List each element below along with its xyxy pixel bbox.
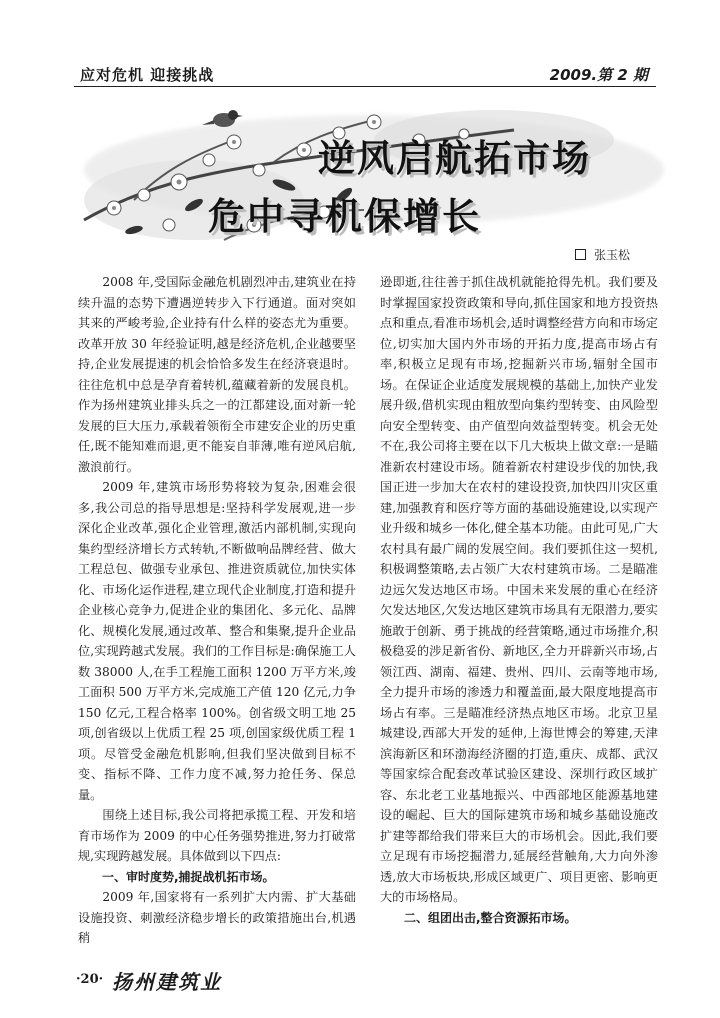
paragraph: 2008 年,受国际金融危机剧烈冲击,建筑业在持续升温的态势下遭遇逆转步入下行通道。面对突如其来的严峻考验,企业持有什么样的姿态尤为重要。改革开放 30 年经验证明,越是经济危机,企业越要坚持,企业发展提速的机会恰恰多发生在经济衰退时。往往危机中总是孕育着转机,蕴藏着新的发展良机。作为扬州建筑业排头兵之一的江都建设,面对新一轮发展的巨大压力,承载着领衔全市建安企业的历史重任,既不能知难而退,更不能妄自菲薄,唯有逆风启航,激浪前行。 [78,275,356,474]
paragraph: 2009 年,建筑市场形势将较为复杂,困难会很多,我公司总的指导思想是:坚持科学发展观,进一步深化企业改革,强化企业管理,激活内部机制,实现向集约型经济增长方式转轨,不断做响品牌经营、做大工程总包、做强专业承包、推进资质就位,加快实体化、市场化运作进程,建立现代企业制度,打造和提升企业核心竞争力,促进企业的集团化、多元化、品牌化、规模化发展,通过改革、整合和集聚,提升企业品位,实现跨越式发展。我们的工作目标是:确保施工人数 38000 人,在手工程施工面积 1200 万平方米,竣工面积 500 万平方米,完成施工产值 120 亿元,力争 150 亿元,工程合格率 100%。创省级文明工地 25 项,创省级以上优质工程 25 项,创国家级优质工程 1 项。尽管受金融危机影响,但我们坚决做到目标不变、指标不降、工作力度不减,努力抢任务、保总量。 [78,480,356,802]
header-divider [74,86,656,87]
header-issue: 2009.第 2 期 [549,66,648,84]
magazine-logo: 扬州建筑业 [112,970,222,994]
paragraph: 逊即逝,往往善于抓住战机就能抢得先机。我们要及时掌握国家投资政策和导向,抓住国家和地方投资热点和重点,看准市场机会,适时调整经营方向和市场定位,切实加大国内外市场的开拓力度,提高市场占有率,积极立足现有市场,挖掘新兴市场,辐射全国市场。在保证企业适度发展规模的基础上,加快产业发展升级,借机实现由粗放型向集约型转变、由风险型向安全型转变、由产值型向效益型转变。机会无处不在,我公司将主要在以下几大板块上做文章:一是瞄准新农村建设市场。随着新农村建设步伐的加快,我国正进一步加大在农村的建设投资,加快四川灾区重建,加强教育和医疗等方面的基础设施建设,以实现产业升级和城乡一体化,健全基本功能。由此可见,广大农村具有最广阔的发展空间。我们要抓住这一契机,积极调整策略,去占领广大农村建筑市场。二是瞄准边远欠发达地区市场。中国未来发展的重心在经济欠发达地区,欠发达地区建筑市场具有无限潜力,要实施敢于创新、勇于挑战的经营策略,通过市场推介,积极稳妥的涉足新省份、新地区,全力开辟新兴市场,占领江西、湖南、福建、贵州、四川、云南等地市场,全力提升市场的渗透力和覆盖面,最大限度地提高市场占有率。三是瞄准经济热点地区市场。北京卫星城建设,西部大开发的延伸,上海世博会的筹建,天津滨海新区和环渤海经济圈的打造,重庆、成都、武汉等国家综合配套改革试验区建设、深圳行政区域扩容、东北老工业基地振兴、中西部地区能源基地建设的崛起、巨大的国际建筑市场和城乡基础设施改扩建等都给我们带来巨大的市场机会。因此,我们要立足现有市场挖掘潜力,延展经营触角,大力向外渗透,放大市场板块,形成区域更广、项目更密、影响更大的市场格局。 [380,275,658,904]
paragraph: 2009 年,国家将有一系列扩大内需、扩大基础设施投资、刺激经济稳步增长的政策措施出台,机遇稍 [78,890,356,945]
author-name: 张玉松 [594,248,631,262]
subheading: 一、审时度势,捕捉战机拓市场。 [102,869,275,884]
page-number: ·20· [76,972,104,987]
header-section-title: 应对危机 迎接挑战 [80,66,215,84]
author-box-icon [575,249,586,260]
subheading: 二、组团出击,整合资源拓市场。 [404,910,577,925]
paragraph: 围绕上述目标,我公司将把承揽工程、开发和培育市场作为 2009 的中心任务强势推进,努力打破常规,实现跨越发展。具体做到以下四点: [78,808,356,863]
author-line [575,246,630,263]
article-title-line2: 危中寻机保增长 [208,195,481,238]
right-column [380,272,658,928]
article-title-line1: 逆风启航拓市场 [318,137,591,180]
left-column [78,272,356,949]
